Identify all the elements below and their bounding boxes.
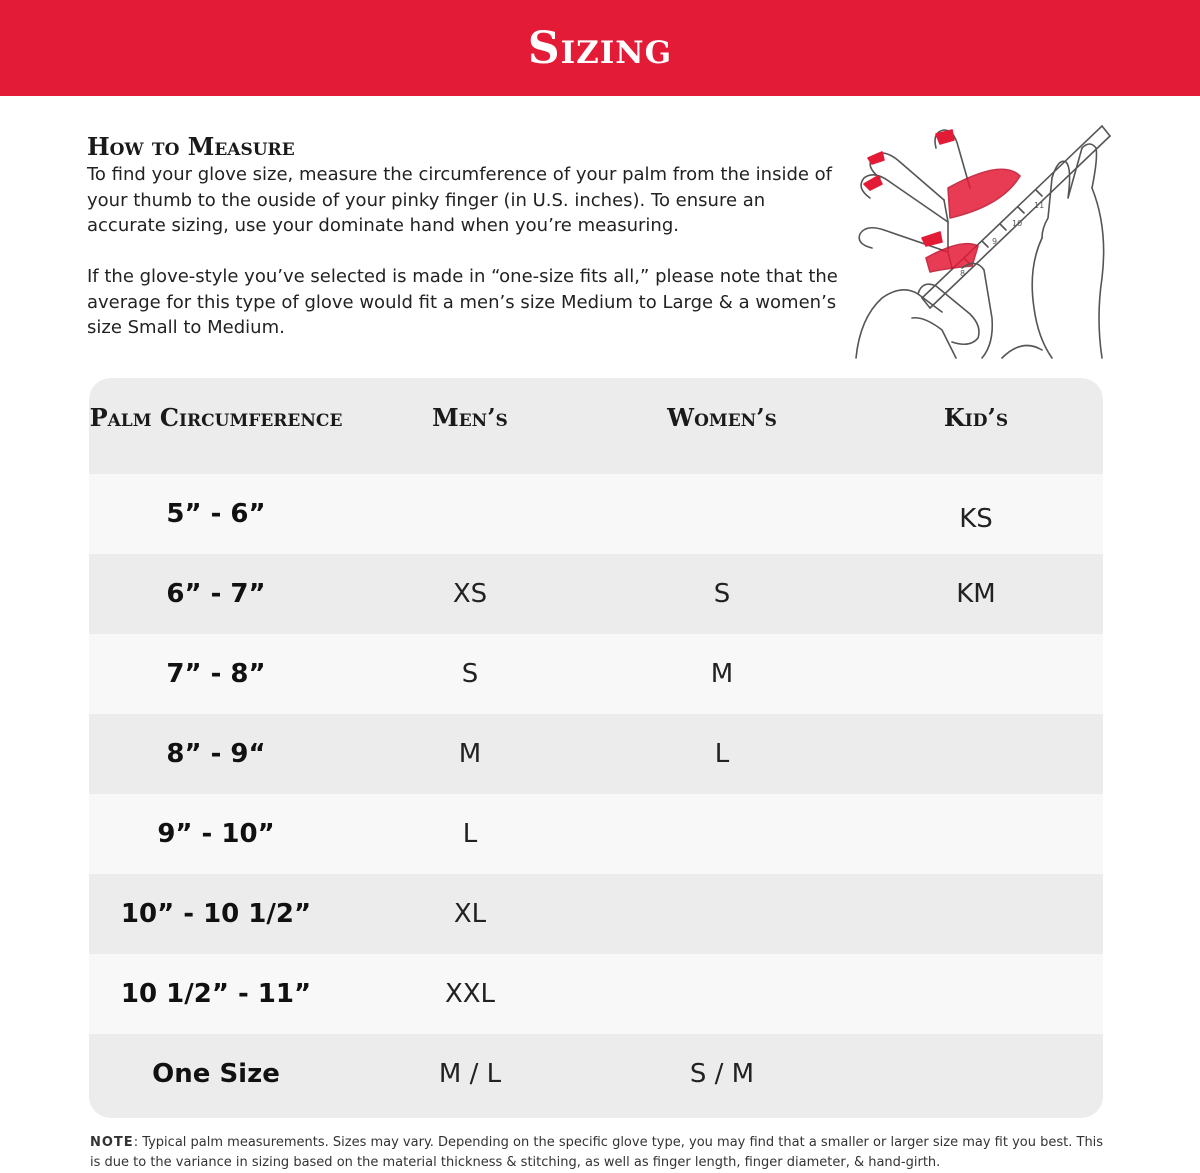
kids-cell <box>849 794 1103 874</box>
mens-cell: M / L <box>438 1059 502 1089</box>
tape-number-10: 10 <box>1012 219 1023 228</box>
palm-cell: 10” - 10 1/2” <box>120 899 312 929</box>
table-row <box>89 794 1103 874</box>
mens-cell <box>343 474 597 554</box>
mens-cell: M <box>458 739 482 769</box>
header-kids: Kid’s <box>943 403 1009 432</box>
kids-cell <box>849 634 1103 714</box>
note-label: NOTE <box>90 1135 134 1150</box>
tape-number-9: 9 <box>992 237 998 246</box>
one-size-note: If the glove-style you’ve selected is made in “one-size fits all,” please note that the average for this type of glove would fit a men’s size Medium to Large & a women’s size Small to Medium. <box>87 266 838 338</box>
hand-measuring-tape-illustration <box>852 118 1114 362</box>
womens-cell <box>595 794 849 874</box>
header-banner <box>0 0 1200 96</box>
table-row <box>89 1034 1103 1114</box>
sizing-table <box>89 378 1103 1118</box>
table-header-row <box>89 378 1103 474</box>
kids-cell: KS <box>959 504 993 534</box>
womens-cell: M <box>710 659 734 689</box>
kids-cell <box>849 874 1103 954</box>
header-womens: Women’s <box>667 403 777 432</box>
header-palm-circumference: Palm Circumference <box>89 403 343 432</box>
mens-cell: XS <box>452 579 488 609</box>
womens-cell <box>595 954 849 1034</box>
womens-cell <box>595 474 849 554</box>
how-to-measure-section <box>87 132 847 341</box>
table-row <box>89 554 1103 634</box>
header-mens: Men’s <box>432 403 508 432</box>
tape-number-8: 8 <box>960 269 966 278</box>
table-row <box>89 634 1103 714</box>
womens-cell <box>595 874 849 954</box>
footnote <box>90 1133 1110 1173</box>
kids-cell: KM <box>956 579 996 609</box>
mens-cell: S <box>461 659 479 689</box>
table-row <box>89 474 1103 554</box>
mens-cell: XXL <box>444 979 496 1009</box>
womens-cell: S / M <box>689 1059 755 1089</box>
palm-cell: 8” - 9“ <box>166 739 266 769</box>
kids-cell <box>849 714 1103 794</box>
measure-instructions: To find your glove size, measure the circumference of your palm from the inside of your thumb to the ouside of your pinky finger (in U.S. inches). To ensure an accurate sizing, use your dominate hand when you’re measuring. <box>87 164 833 236</box>
how-to-measure-heading: How to Measure <box>87 132 295 161</box>
palm-cell: 10 1/2” - 11” <box>120 979 312 1009</box>
palm-cell: 7” - 8” <box>166 659 266 689</box>
table-row <box>89 714 1103 794</box>
palm-cell: 6” - 7” <box>166 579 266 609</box>
mens-cell: L <box>462 819 478 849</box>
womens-cell: S <box>713 579 731 609</box>
womens-cell: L <box>714 739 730 769</box>
palm-cell: 5” - 6” <box>166 499 266 529</box>
table-row <box>89 874 1103 954</box>
table-row <box>89 954 1103 1034</box>
kids-cell <box>849 954 1103 1034</box>
note-text: : Typical palm measurements. Sizes may vary. Depending on the specific glove type, you may find that a smaller or larger size may fit you best. This is due to the variance in sizing based on the material thickness & stitching, as well as finger length, finger diameter, & hand-girth. <box>90 1135 1104 1170</box>
palm-cell: 9” - 10” <box>157 819 275 849</box>
page-title: Sizing <box>527 22 673 74</box>
kids-cell <box>849 1034 1103 1114</box>
mens-cell: XL <box>453 899 487 929</box>
tape-number-11: 11 <box>1034 201 1045 210</box>
palm-cell: One Size <box>152 1059 280 1089</box>
